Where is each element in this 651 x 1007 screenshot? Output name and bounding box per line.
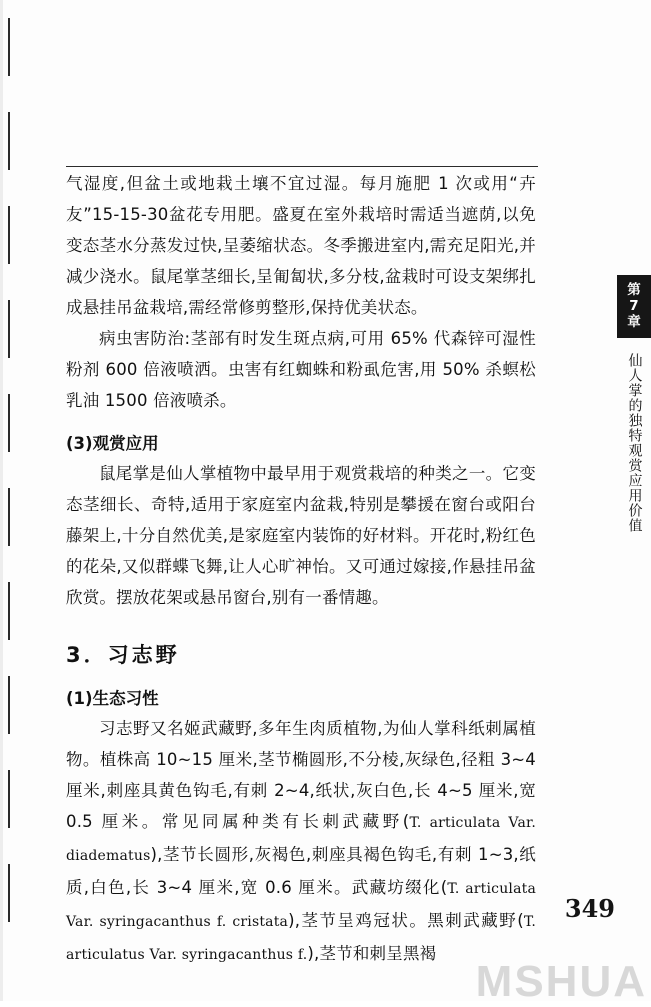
paragraph-ecology (66, 713, 536, 971)
chapter-tab-label: 第 7 章 (617, 275, 651, 338)
header-rule (66, 166, 538, 167)
page-left-edge (0, 0, 3, 1001)
watermark: MSHUA (475, 957, 647, 1006)
paragraph-2: 病虫害防治:茎部有时发生斑点病,可用 65% 代森锌可湿性粉剂 600 倍液喷洒。虫害有红蜘蛛和粉虱危害,用 50% 杀螟松乳油 1500 倍液喷杀。 (66, 329, 536, 410)
ecology-text-1: 习志野又名姬武藏野,多年生肉质植物,为仙人掌科纸刺属植物。植株高 10~15 厘米,茎节椭圆形,不分棱,灰绿色,径粗 3~4 厘米,刺座具黄色钩毛,有刺 2~4,纸状,灰白色,长 4~5 厘米,宽 0.5 厘米。常见同属种类有长刺武藏野( (66, 719, 536, 831)
subsection-heading-ornamental-use: (3)观赏应用 (66, 434, 159, 453)
section-number-dot: ． (83, 643, 108, 667)
subsection-heading-ecology: (1)生态习性 (66, 689, 159, 708)
ecology-text-2: ),茎节长圆形,灰褐色,刺座具褐色钩毛,有刺 1~3,纸质,白色,长 3~4 厘米,宽 0.6 厘米。武藏坊缀化( (66, 845, 536, 897)
chapter-tab-vertical-text: 仙人掌的独特观赏应用价值 (626, 353, 643, 533)
page-number: 349 (564, 894, 615, 923)
latin-name-3: T. articulatus Var. syringacanthus f. (66, 914, 536, 963)
section-number: 3 (66, 643, 84, 667)
ecology-text-3: ),茎节呈鸡冠状。黑刺武藏野( (288, 911, 524, 930)
section-heading (66, 639, 536, 669)
binding-marks (8, 18, 10, 983)
chapter-tab (617, 275, 651, 538)
section-title: 习志野 (107, 643, 180, 667)
latin-name-2: T. articulata Var. syringacanthus f. cristata (66, 881, 537, 930)
paragraph-ornamental-use: 鼠尾掌是仙人掌植物中最早用于观赏栽培的种类之一。它变态茎细长、奇特,适用于家庭室内盆栽,特别是攀援在窗台或阳台藤架上,十分自然优美,是家庭室内装饰的好材料。开花时,粉红色的花朵,又似群蝶飞舞,让人心旷神怡。又可通过嫁接,作悬挂吊盆欣赏。摆放花架或悬吊窗台,别有一番情趣。 (66, 464, 536, 607)
ecology-text-4: ),茎节和刺呈黑褐 (307, 944, 437, 963)
latin-name-1: T. articulata Var. diadematus (66, 815, 536, 864)
text-column (66, 168, 536, 971)
paragraph-1: 气湿度,但盆土或地栽土壤不宜过湿。每月施肥 1 次或用“卉友”15‐15‐30盆花专用肥。盛夏在室外栽培时需适当遮荫,以免变态茎水分蒸发过快,呈萎缩状态。冬季搬进室内,需充足阳光,并减少浇水。鼠尾掌茎细长,呈匍匐状,多分枝,盆栽时可设支架绑扎成悬挂吊盆栽培,需经常修剪整形,保持优美状态。 (66, 174, 536, 317)
